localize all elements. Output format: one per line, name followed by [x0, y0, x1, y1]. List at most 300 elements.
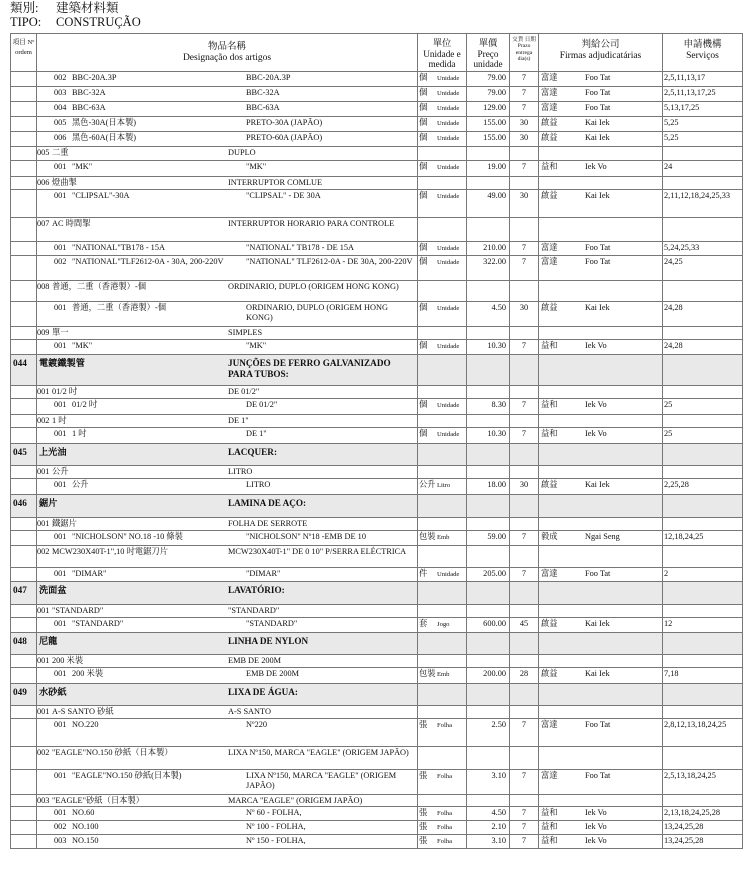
- delivery-days: 7: [521, 88, 527, 97]
- category-label: 類別:: [10, 1, 39, 15]
- item-name-pt: "MK": [246, 162, 267, 171]
- item-number: 001: [54, 669, 67, 678]
- firm-pt: Iek Vo: [585, 341, 607, 350]
- group-name-zh: 1 吋: [52, 416, 67, 425]
- firm-pt: Kai Iek: [585, 480, 610, 489]
- group-name-zh: "EAGLE"砂紙（日本製）: [52, 796, 145, 805]
- unit-zh: 件: [419, 569, 428, 578]
- item-name-zh: NO.150: [72, 836, 99, 845]
- item-name-pt: "MK": [246, 341, 267, 350]
- group-name-zh: A-S SANTO 砂紙: [52, 707, 114, 716]
- unit-pt: Folha: [437, 810, 453, 817]
- unit-zh: 個: [419, 303, 428, 312]
- item-row: [10, 102, 743, 117]
- unit-pt: Unidade: [437, 431, 460, 438]
- unit-zh: 個: [419, 103, 428, 112]
- item-row: [10, 190, 743, 218]
- item-number: 002: [54, 822, 67, 831]
- group-row: [10, 747, 743, 770]
- group-name-pt: DE 01/2": [228, 387, 260, 396]
- group-name-pt: INTERRUPTOR COMLUE: [228, 178, 323, 187]
- group-name-zh: 燈曲掣: [52, 178, 77, 187]
- delivery-days: 7: [521, 822, 527, 831]
- item-name-zh: BBC-20A.3P: [72, 73, 117, 82]
- firm-zh: 富達: [541, 103, 558, 112]
- item-name-pt: Nº 150 - FOLHA,: [246, 836, 306, 845]
- unit-price: 200.00: [483, 669, 506, 678]
- group-number: 001: [37, 656, 50, 665]
- unit-zh: 個: [419, 88, 428, 97]
- item-name-zh: NO.220: [72, 720, 99, 729]
- firm-pt: Iek Vo: [585, 400, 607, 409]
- firm-zh: 富達: [541, 771, 558, 780]
- unit-zh: 個: [419, 243, 428, 252]
- unit-pt: Folha: [437, 824, 453, 831]
- group-row: [10, 546, 743, 568]
- section-number: 045: [13, 447, 27, 457]
- unit-zh: 個: [419, 162, 428, 171]
- unit-price: 155.00: [483, 133, 506, 142]
- item-name-zh: 1 吋: [72, 429, 87, 438]
- delivery-days: 7: [521, 771, 527, 780]
- item-name-pt: "NICHOLSON" Nº18 -EMB DE 10: [246, 532, 366, 541]
- delivery-days: 30: [519, 303, 529, 312]
- section-name-zh: 鋸片: [39, 498, 58, 508]
- firm-zh: 益和: [541, 836, 558, 845]
- unit-zh: 張: [419, 822, 428, 831]
- firm-pt: Kai Iek: [585, 118, 610, 127]
- section-row: [10, 684, 743, 706]
- section-number: 047: [13, 585, 27, 595]
- services-list: 5,13,17,25: [664, 103, 700, 112]
- item-name-zh: 200 米裝: [72, 669, 104, 678]
- firm-zh: 益和: [541, 162, 558, 171]
- firm-zh: 富達: [541, 243, 558, 252]
- unit-price: 205.00: [483, 569, 506, 578]
- item-row: [10, 668, 743, 684]
- group-number: 001: [37, 519, 50, 528]
- item-name-pt: "DIMAR": [246, 569, 281, 578]
- unit-zh: 個: [419, 191, 428, 200]
- unit-pt: Jogo: [437, 621, 450, 628]
- item-row: [10, 835, 743, 849]
- item-name-zh: BBC-63A: [72, 103, 106, 112]
- type-label: TIPO:: [10, 15, 42, 29]
- firm-zh: 益和: [541, 429, 558, 438]
- item-number: 003: [54, 88, 67, 97]
- group-row: [10, 706, 743, 719]
- firm-zh: 啟益: [541, 669, 558, 678]
- services-list: 5,25: [664, 133, 679, 142]
- unit-price: 8.30: [491, 400, 506, 409]
- unit-price: 4.50: [491, 808, 506, 817]
- group-name-pt: "STANDARD": [228, 606, 280, 615]
- unit-pt: Unidade: [437, 135, 460, 142]
- item-name-zh: "STANDARD": [72, 619, 124, 628]
- services-list: 2,5,13,18,24,25: [664, 771, 716, 780]
- item-name-pt: BBC-20A.3P: [246, 73, 291, 82]
- item-number: 001: [54, 720, 67, 729]
- unit-price: 155.00: [483, 118, 506, 127]
- group-number: 003: [37, 796, 50, 805]
- services-list: 7,18: [664, 669, 679, 678]
- group-number: 005: [37, 148, 50, 157]
- item-name-zh: "MK": [72, 341, 93, 350]
- item-number: 001: [54, 771, 67, 780]
- group-name-zh: 單一: [52, 328, 69, 337]
- delivery-days: 7: [521, 429, 527, 438]
- firm-pt: Iek Vo: [585, 808, 607, 817]
- group-name-pt: INTERRUPTOR HORARIO PARA CONTROLE: [228, 219, 395, 228]
- item-row: [10, 242, 743, 256]
- unit-zh: 張: [419, 836, 428, 845]
- group-number: 001: [37, 707, 50, 716]
- item-number: 005: [54, 118, 67, 127]
- item-name-zh: 黑色-30A(日本製): [72, 118, 137, 127]
- unit-price: 59.00: [487, 532, 506, 541]
- unit-zh: 個: [419, 429, 428, 438]
- group-row: [10, 415, 743, 428]
- firm-pt: Ngai Seng: [585, 532, 620, 541]
- group-name-zh: 200 米裝: [52, 656, 84, 665]
- unit-zh: 個: [419, 257, 428, 266]
- item-number: 002: [54, 257, 67, 266]
- item-row: [10, 161, 743, 177]
- firm-zh: 富達: [541, 257, 558, 266]
- category-value: 建築材料類: [56, 1, 119, 15]
- unit-pt: Emb: [437, 534, 450, 541]
- group-name-pt: DE 1": [228, 416, 249, 425]
- group-name-zh: 普通，二重（香港製）-個: [52, 282, 147, 291]
- item-number: 002: [54, 73, 67, 82]
- firm-zh: 啟益: [541, 303, 558, 312]
- item-number: 001: [54, 191, 67, 200]
- item-name-pt: DE 01/2": [246, 400, 278, 409]
- services-list: 2,5,11,13,17,25: [664, 88, 716, 97]
- item-name-pt: PRETO-30A (JAPÃO): [246, 118, 323, 127]
- item-name-pt: LITRO: [246, 480, 271, 489]
- item-name-pt: ORDINARIO, DUPLO (ORIGEM HONG KONG): [246, 303, 388, 322]
- item-name-pt: "STANDARD": [246, 619, 298, 628]
- group-row: [10, 466, 743, 479]
- unit-zh: 個: [419, 118, 428, 127]
- unit-zh: 張: [419, 720, 428, 729]
- unit-pt: Unidade: [437, 164, 460, 171]
- item-name-pt: BBC-63A: [246, 103, 280, 112]
- services-list: 2,25,28: [664, 480, 689, 489]
- group-name-zh: 二重: [52, 148, 69, 157]
- services-list: 24,28: [664, 341, 683, 350]
- delivery-days: 7: [521, 720, 527, 729]
- services-list: 2,8,12,13,18,24,25: [664, 720, 727, 729]
- firm-zh: 啟益: [541, 191, 558, 200]
- item-number: 001: [54, 619, 67, 628]
- firm-zh: 富達: [541, 720, 558, 729]
- firm-pt: Foo Tat: [585, 103, 611, 112]
- firm-zh: 毅成: [541, 532, 558, 541]
- unit-pt: Unidade: [437, 259, 460, 266]
- group-row: [10, 281, 743, 302]
- item-name-pt: Nº 100 - FOLHA,: [246, 822, 306, 831]
- unit-zh: 個: [419, 133, 428, 142]
- unit-pt: Folha: [437, 773, 453, 780]
- firm-pt: Iek Vo: [585, 162, 607, 171]
- document-header: [10, 1, 141, 29]
- group-name-pt: EMB DE 200M: [228, 656, 282, 665]
- unit-price: 3.10: [491, 771, 506, 780]
- delivery-days: 7: [521, 808, 527, 817]
- item-name-pt: LIXA Nº150, MARCA "EAGLE" (ORIGEM JAPÃO): [246, 771, 397, 790]
- services-list: 24: [664, 162, 673, 171]
- group-name-zh: "STANDARD": [52, 606, 104, 615]
- group-row: [10, 177, 743, 190]
- services-list: 25: [664, 400, 673, 409]
- table-body: [10, 72, 743, 849]
- delivery-days: 30: [519, 191, 529, 200]
- group-name-pt: MCW230X40T-1" DE 0 10" P/SERRA ELÉCTRICA: [228, 547, 407, 556]
- col-price-header: 單價 Preço unidade: [473, 38, 503, 69]
- unit-pt: Unidade: [437, 343, 460, 350]
- group-name-zh: MCW230X40T-1",10 吋電鋸刀片: [52, 547, 169, 556]
- unit-price: 19.00: [487, 162, 506, 171]
- delivery-days: 30: [519, 480, 529, 489]
- section-number: 044: [13, 358, 27, 368]
- unit-price: 3.10: [491, 836, 506, 845]
- item-number: 001: [54, 569, 67, 578]
- col-unit-header: 單位 Unidade e medida: [423, 38, 461, 69]
- firm-pt: Iek Vo: [585, 429, 607, 438]
- section-name-zh: 洗面盆: [39, 585, 67, 595]
- section-number: 046: [13, 498, 27, 508]
- firm-pt: Foo Tat: [585, 243, 611, 252]
- group-row: [10, 386, 743, 399]
- col-services-header: 申請機構 Serviços: [683, 40, 722, 61]
- unit-price: 129.00: [483, 103, 506, 112]
- group-name-pt: SIMPLES: [228, 328, 263, 337]
- item-row: [10, 719, 743, 747]
- unit-price: 600.00: [483, 619, 506, 628]
- unit-pt: Unidade: [437, 305, 460, 312]
- group-row: [10, 327, 743, 340]
- unit-zh: 個: [419, 400, 428, 409]
- group-name-pt: ORDINARIO, DUPLO (ORIGEM HONG KONG): [228, 282, 399, 291]
- firm-zh: 啟益: [541, 133, 558, 142]
- firm-pt: Foo Tat: [585, 257, 611, 266]
- group-number: 002: [37, 547, 50, 556]
- item-name-pt: "CLIPSAL" - DE 30A: [246, 191, 321, 200]
- item-number: 001: [54, 808, 67, 817]
- firm-pt: Iek Vo: [585, 822, 607, 831]
- price-table: [10, 33, 743, 849]
- item-name-pt: Nº220: [246, 720, 268, 729]
- services-list: 13,24,25,28: [664, 822, 704, 831]
- delivery-days: 7: [521, 162, 527, 171]
- group-name-zh: 鐵鋸片: [52, 519, 77, 528]
- item-row: [10, 618, 743, 633]
- item-name-pt: DE 1": [246, 429, 267, 438]
- item-number: 004: [54, 103, 67, 112]
- unit-price: 2.10: [491, 822, 506, 831]
- item-name-zh: "DIMAR": [72, 569, 107, 578]
- item-number: 001: [54, 341, 67, 350]
- item-row: [10, 479, 743, 495]
- group-row: [10, 147, 743, 161]
- unit-pt: Emb: [437, 671, 450, 678]
- group-number: 008: [37, 282, 50, 291]
- group-number: 002: [37, 416, 50, 425]
- section-name-pt: JUNÇÕES DE FERRO GALVANIZADO PARA TUBOS:: [228, 358, 391, 379]
- unit-zh: 公升: [419, 480, 436, 489]
- delivery-days: 7: [521, 532, 527, 541]
- col-firms-header: 判給公司 Firmas adjudicatárias: [559, 40, 642, 61]
- unit-zh: 套: [419, 619, 428, 628]
- delivery-days: 7: [521, 341, 527, 350]
- group-number: 001: [37, 387, 50, 396]
- item-number: 006: [54, 133, 67, 142]
- item-name-pt: Nº 60 - FOLHA,: [246, 808, 302, 817]
- section-row: [10, 633, 743, 655]
- firm-zh: 富達: [541, 73, 558, 82]
- services-list: 2,5,11,13,17: [664, 73, 706, 82]
- unit-price: 10.30: [487, 429, 506, 438]
- unit-pt: Unidade: [437, 105, 460, 112]
- delivery-days: 7: [521, 243, 527, 252]
- item-row: [10, 531, 743, 546]
- firm-zh: 益和: [541, 822, 558, 831]
- item-row: [10, 302, 743, 327]
- group-row: [10, 218, 743, 242]
- services-list: 2,13,18,24,25,28: [664, 808, 721, 817]
- delivery-days: 45: [519, 619, 529, 628]
- item-row: [10, 132, 743, 147]
- type-value: CONSTRUÇÃO: [56, 15, 141, 29]
- section-name-pt: LIXA DE ÁGUA:: [228, 687, 298, 697]
- unit-zh: 個: [419, 73, 428, 82]
- delivery-days: 30: [519, 118, 529, 127]
- services-list: 5,25: [664, 118, 679, 127]
- unit-zh: 包裝: [419, 532, 436, 541]
- firm-pt: Kai Iek: [585, 133, 610, 142]
- section-number: 048: [13, 636, 27, 646]
- col-item-header: 項目 Nº ordem: [12, 39, 35, 56]
- category-line: [10, 1, 141, 15]
- firm-pt: Kai Iek: [585, 303, 610, 312]
- group-row: [10, 518, 743, 531]
- unit-pt: Unidade: [437, 75, 460, 82]
- firm-zh: 益和: [541, 400, 558, 409]
- group-name-zh: "EAGLE"NO.150 砂紙（日本製）: [52, 748, 173, 757]
- firm-pt: Foo Tat: [585, 720, 611, 729]
- item-row: [10, 428, 743, 444]
- unit-zh: 張: [419, 771, 428, 780]
- group-name-pt: A-S SANTO: [228, 707, 271, 716]
- services-list: 25: [664, 429, 673, 438]
- unit-zh: 包裝: [419, 669, 436, 678]
- item-number: 001: [54, 429, 67, 438]
- unit-zh: 個: [419, 341, 428, 350]
- item-row: [10, 399, 743, 415]
- group-number: 001: [37, 606, 50, 615]
- unit-pt: Unidade: [437, 90, 460, 97]
- unit-price: 10.30: [487, 341, 506, 350]
- services-list: 12: [664, 619, 673, 628]
- group-row: [10, 655, 743, 668]
- table-header-row: [10, 33, 743, 72]
- unit-price: 4.50: [491, 303, 506, 312]
- section-name-zh: 水砂紙: [39, 687, 67, 697]
- group-name-zh: AC 時間掣: [52, 219, 91, 228]
- group-row: [10, 605, 743, 618]
- item-row: [10, 72, 743, 87]
- delivery-days: 7: [521, 73, 527, 82]
- group-number: 007: [37, 219, 50, 228]
- delivery-days: 7: [521, 400, 527, 409]
- firm-zh: 啟益: [541, 619, 558, 628]
- group-row: [10, 795, 743, 807]
- item-number: 001: [54, 162, 67, 171]
- section-number: 049: [13, 687, 27, 697]
- unit-price: 322.00: [483, 257, 506, 266]
- delivery-days: 7: [521, 257, 527, 266]
- item-row: [10, 340, 743, 355]
- services-list: 2: [664, 569, 669, 578]
- item-name-zh: "NICHOLSON" NO.18 -10 條裝: [72, 532, 183, 541]
- item-name-zh: BBC-32A: [72, 88, 106, 97]
- delivery-days: 7: [521, 569, 527, 578]
- item-name-zh: 公升: [72, 480, 89, 489]
- firm-pt: Kai Iek: [585, 669, 610, 678]
- group-name-pt: FOLHA DE SERROTE: [228, 519, 308, 528]
- section-row: [10, 582, 743, 605]
- item-row: [10, 568, 743, 582]
- delivery-days: 7: [521, 836, 527, 845]
- unit-pt: Unidade: [437, 245, 460, 252]
- item-name-pt: EMB DE 200M: [246, 669, 300, 678]
- unit-pt: Unidade: [437, 402, 460, 409]
- group-name-zh: 公升: [52, 467, 69, 476]
- section-row: [10, 444, 743, 466]
- item-row: [10, 117, 743, 132]
- item-number: 001: [54, 243, 67, 252]
- item-row: [10, 807, 743, 821]
- unit-price: 18.00: [487, 480, 506, 489]
- item-name-pt: "NATIONAL" TB178 - DE 15A: [246, 243, 355, 252]
- services-list: 13,24,25,28: [664, 836, 704, 845]
- unit-pt: Unidade: [437, 571, 460, 578]
- item-name-zh: "CLIPSAL"-30A: [72, 191, 130, 200]
- section-name-zh: 上光油: [39, 447, 67, 457]
- delivery-days: 30: [519, 133, 529, 142]
- group-name-pt: DUPLO: [228, 148, 256, 157]
- firm-zh: 啟益: [541, 118, 558, 127]
- item-row: [10, 87, 743, 102]
- item-name-zh: "EAGLE"NO.150 砂紙(日本製): [72, 771, 182, 780]
- firm-pt: Foo Tat: [585, 73, 611, 82]
- services-list: 12,18,24,25: [664, 532, 704, 541]
- group-number: 002: [37, 748, 50, 757]
- item-name-zh: "NATIONAL"TB178 - 15A: [72, 243, 165, 252]
- item-name-zh: 普通，二重（香港製）-個: [72, 303, 167, 312]
- unit-price: 79.00: [487, 88, 506, 97]
- group-name-pt: MARCA "EAGLE" (ORIGEM JAPÃO): [228, 796, 363, 805]
- group-number: 006: [37, 178, 50, 187]
- col-designation-header: 物品名稱 Designação dos artigos: [182, 42, 272, 63]
- item-number: 001: [54, 480, 67, 489]
- item-name-zh: 01/2 吋: [72, 400, 98, 409]
- section-name-pt: LINHA DE NYLON: [228, 636, 309, 646]
- group-name-zh: 01/2 吋: [52, 387, 78, 396]
- group-name-pt: LIXA Nº150, MARCA "EAGLE" (ORIGEM JAPÃO): [228, 748, 409, 757]
